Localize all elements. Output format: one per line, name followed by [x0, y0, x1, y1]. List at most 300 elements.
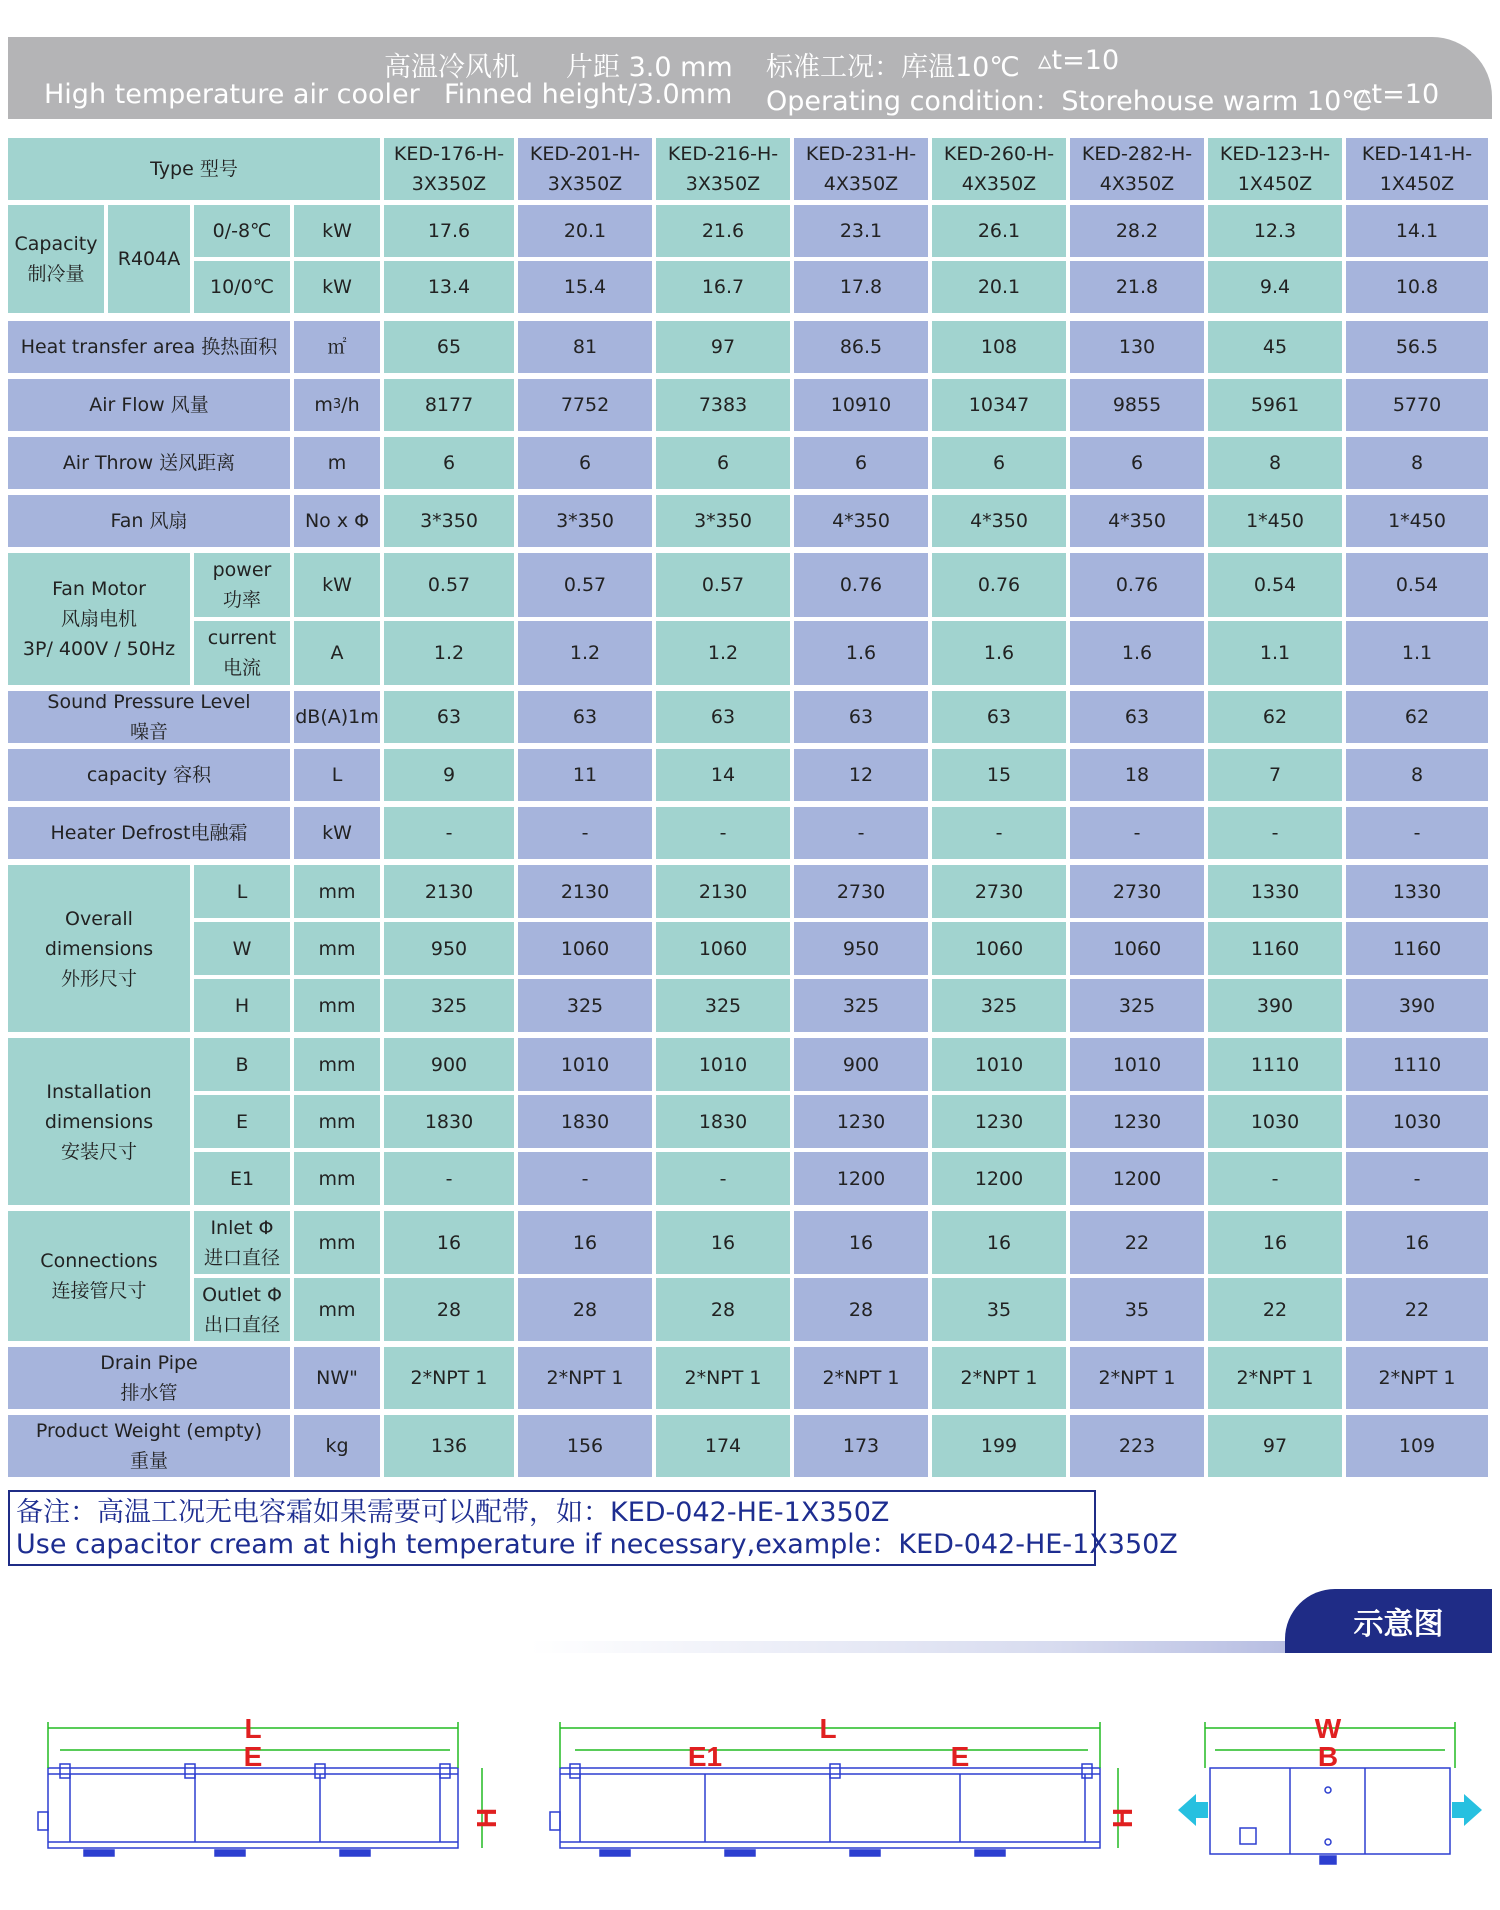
- heat-area-value: [656, 321, 790, 373]
- fan-value: [1208, 495, 1342, 547]
- fan-motor-value-text: 1.1: [1401, 642, 1433, 664]
- model-header: [1070, 138, 1204, 200]
- weight-value: [932, 1415, 1066, 1477]
- install-value-text: 1010: [698, 1053, 748, 1076]
- fan-motor-label: [8, 553, 190, 685]
- install-value: [518, 1095, 652, 1148]
- drain-value-text: 2*NPT 1: [822, 1367, 900, 1389]
- drain-label-text: Drain Pipe: [100, 1352, 198, 1374]
- defrost-value: [794, 807, 928, 859]
- air-throw-value-text: 6: [854, 452, 868, 474]
- fan-motor-label-text: 风扇电机: [60, 608, 137, 630]
- capacity-value: [518, 261, 652, 313]
- fan-value-text: 3*350: [694, 510, 752, 532]
- weight-value: [1346, 1415, 1488, 1477]
- connections-sub-text: 出口直径: [203, 1313, 280, 1336]
- air-flow-value-text: 10910: [830, 394, 892, 416]
- connections-value-text: 22: [1124, 1231, 1150, 1254]
- capacity-value-text: 15.4: [563, 276, 607, 298]
- capacity-value-text: 13.4: [427, 276, 471, 298]
- defrost-value: [384, 807, 514, 859]
- install-value-text: 1230: [974, 1110, 1024, 1133]
- overall-value-text: 2730: [836, 880, 886, 903]
- dim-label-B: B: [1317, 1741, 1339, 1772]
- fan-motor-sub: [194, 553, 290, 617]
- install-sub: [194, 1038, 290, 1091]
- install-unit-text: mm: [318, 1110, 356, 1133]
- air-flow-value: [656, 379, 790, 431]
- defrost-value-text: -: [1133, 822, 1141, 844]
- fan-motor-label-text: Fan Motor: [52, 578, 146, 600]
- heat-area-unit-text: ㎡: [327, 336, 347, 358]
- overall-value: [1346, 922, 1488, 975]
- model-header-text: 1X450Z: [1379, 173, 1455, 195]
- drain-value: [518, 1347, 652, 1409]
- overall-value-text: 390: [1398, 994, 1436, 1017]
- air-flow-unit: [294, 379, 380, 431]
- overall-value: [1208, 979, 1342, 1032]
- overall-value: [518, 922, 652, 975]
- model-header: [794, 138, 928, 200]
- defrost-value-text: -: [995, 822, 1003, 844]
- connections-value-text: 22: [1404, 1298, 1430, 1321]
- air-throw-value-text: 6: [716, 452, 730, 474]
- install-value: [794, 1152, 928, 1205]
- overall-value-text: 2130: [424, 880, 474, 903]
- overall-value: [1208, 922, 1342, 975]
- install-value-text: 1010: [974, 1053, 1024, 1076]
- heat-area-label-text: Heat transfer area 换热面积: [20, 336, 278, 358]
- air-flow-value-text: 7383: [698, 394, 748, 416]
- sound-value: [384, 691, 514, 743]
- fan-value-text: 1*450: [1388, 510, 1446, 532]
- fan-motor-label-text: 3P/ 400V / 50Hz: [22, 638, 176, 660]
- install-value-text: 1010: [560, 1053, 610, 1076]
- connections-unit: [294, 1211, 380, 1274]
- weight-value: [794, 1415, 928, 1477]
- overall-unit-text: mm: [318, 937, 356, 960]
- capacity-value-text: 12.3: [1253, 220, 1297, 242]
- heat-area-value-text: 56.5: [1395, 336, 1439, 358]
- type-label: [8, 138, 380, 200]
- note-cn: 备注：高温工况无电容霜如果需要可以配带，如：KED-042-HE-1X350Z: [16, 1497, 890, 1528]
- overall-value: [1346, 865, 1488, 918]
- install-value-text: -: [1413, 1167, 1421, 1190]
- connections-value: [1346, 1211, 1488, 1274]
- volume-value-text: 15: [986, 764, 1012, 786]
- sound-label-text: 噪音: [129, 721, 168, 743]
- volume-value: [384, 749, 514, 801]
- install-value-text: 1110: [1250, 1053, 1300, 1076]
- capacity-value-text: 10.8: [1395, 276, 1439, 298]
- volume-value: [518, 749, 652, 801]
- volume-value-text: 8: [1410, 764, 1424, 786]
- overall-value-text: 325: [1118, 994, 1156, 1017]
- connections-value-text: 16: [710, 1231, 736, 1254]
- model-header-text: KED-141-H-: [1361, 143, 1473, 165]
- volume-unit: [294, 749, 380, 801]
- banner-dt-cn: ▵t=10: [1038, 45, 1120, 76]
- overall-value-text: 2730: [1112, 880, 1162, 903]
- volume-label: [8, 749, 290, 801]
- weight-label-text: 重量: [129, 1450, 168, 1472]
- model-header-text: 3X350Z: [685, 173, 761, 195]
- heat-area-value: [518, 321, 652, 373]
- connections-value-text: 22: [1262, 1298, 1288, 1321]
- connections-sub: [194, 1278, 290, 1341]
- fan-motor-value: [656, 553, 790, 617]
- overall-label-text: Overall: [65, 907, 133, 930]
- defrost-value-text: -: [719, 822, 727, 844]
- air-flow-value: [1346, 379, 1488, 431]
- overall-sub: [194, 865, 290, 918]
- defrost-label: [8, 807, 290, 859]
- connections-value: [656, 1211, 790, 1274]
- sound-label: [8, 691, 290, 743]
- overall-sub-text: H: [234, 994, 250, 1017]
- heat-area-value-text: 45: [1262, 336, 1288, 358]
- overall-value-text: 2130: [560, 880, 610, 903]
- sound-value-text: 63: [848, 706, 874, 728]
- capacity-unit: [294, 205, 380, 257]
- capacity-value: [1070, 205, 1204, 257]
- weight-value-text: 199: [980, 1435, 1018, 1457]
- weight-value-text: 136: [430, 1435, 468, 1457]
- air-throw-value: [1208, 437, 1342, 489]
- fan-motor-value-text: 1.2: [707, 642, 739, 664]
- connections-value-text: 16: [436, 1231, 462, 1254]
- volume-value-text: 18: [1124, 764, 1150, 786]
- sound-value: [518, 691, 652, 743]
- model-header: [518, 138, 652, 200]
- connections-value-text: 35: [986, 1298, 1012, 1321]
- capacity-value-text: 28.2: [1115, 220, 1159, 242]
- connections-unit-text: mm: [318, 1298, 356, 1321]
- model-header-text: 4X350Z: [961, 173, 1037, 195]
- drain-value-text: 2*NPT 1: [1098, 1367, 1176, 1389]
- fan-motor-value-text: 1.2: [433, 642, 465, 664]
- air-throw-value: [932, 437, 1066, 489]
- capacity-value: [384, 205, 514, 257]
- note-en: Use capacitor cream at high temperature if necessary,example：KED-042-HE-1X350Z: [16, 1529, 1178, 1560]
- air-flow-label: [8, 379, 290, 431]
- connections-value-text: 28: [436, 1298, 462, 1321]
- fan-motor-value-text: 0.54: [1253, 574, 1297, 596]
- model-header-text: KED-282-H-: [1081, 143, 1193, 165]
- side-view-4fan: [550, 1764, 1100, 1856]
- install-value-text: 1200: [1112, 1167, 1162, 1190]
- overall-value: [1070, 865, 1204, 918]
- volume-label-text: capacity 容积: [86, 764, 212, 786]
- drain-value-text: 2*NPT 1: [684, 1367, 762, 1389]
- end-view: [1210, 1768, 1450, 1864]
- install-value-text: 1830: [698, 1110, 748, 1133]
- overall-unit-text: mm: [318, 994, 356, 1017]
- fan-motor-sub: [194, 621, 290, 685]
- install-value: [794, 1038, 928, 1091]
- defrost-value-text: -: [445, 822, 453, 844]
- fan-motor-value-text: 0.76: [1115, 574, 1159, 596]
- defrost-value-text: -: [1271, 822, 1279, 844]
- fan-motor-value: [794, 553, 928, 617]
- weight-value: [518, 1415, 652, 1477]
- fan-motor-unit: [294, 621, 380, 685]
- overall-unit: [294, 922, 380, 975]
- connections-value: [518, 1211, 652, 1274]
- overall-sub-text: L: [236, 880, 248, 903]
- sound-value: [1346, 691, 1488, 743]
- air-flow-unit-tail: /h: [341, 394, 360, 416]
- fan-value: [384, 495, 514, 547]
- overall-value-text: 325: [980, 994, 1018, 1017]
- air-flow-value-text: 10347: [968, 394, 1030, 416]
- connections-value: [794, 1211, 928, 1274]
- capacity-value-text: 9.4: [1259, 276, 1291, 298]
- weight-value: [384, 1415, 514, 1477]
- overall-unit-text: mm: [318, 880, 356, 903]
- fan-motor-value: [518, 621, 652, 685]
- fan-motor-value: [384, 621, 514, 685]
- fan-value: [1346, 495, 1488, 547]
- air-flow-value-text: 7752: [560, 394, 610, 416]
- dim-label-H1: H: [471, 1807, 502, 1829]
- banner-fin-en: Finned height/3.0mm: [444, 79, 733, 110]
- weight-value-text: 174: [704, 1435, 742, 1457]
- fan-motor-value: [1070, 621, 1204, 685]
- airflow-right-arrow-icon: [1452, 1794, 1482, 1826]
- fan-motor-sub-text: current: [207, 627, 277, 649]
- heat-area-value: [794, 321, 928, 373]
- air-throw-value: [656, 437, 790, 489]
- drain-label: [8, 1347, 290, 1409]
- note-box: [8, 1490, 1178, 1566]
- heat-area-unit: [294, 321, 380, 373]
- fan-motor-value-text: 0.54: [1395, 574, 1439, 596]
- connections-value-text: 16: [1262, 1231, 1288, 1254]
- air-throw-value: [518, 437, 652, 489]
- drain-value-text: 2*NPT 1: [1378, 1367, 1456, 1389]
- air-flow-value: [794, 379, 928, 431]
- overall-value: [794, 865, 928, 918]
- connections-label: [8, 1211, 190, 1341]
- air-throw-label: [8, 437, 290, 489]
- connections-value: [384, 1211, 514, 1274]
- model-header-text: 3X350Z: [411, 173, 487, 195]
- defrost-value: [1208, 807, 1342, 859]
- volume-value: [794, 749, 928, 801]
- air-flow-unit-sup: 3: [332, 397, 342, 412]
- install-value: [1208, 1152, 1342, 1205]
- install-sub-text: B: [235, 1053, 249, 1076]
- fan-value-text: 4*350: [832, 510, 890, 532]
- overall-value: [1346, 979, 1488, 1032]
- capacity-value-text: 23.1: [839, 220, 883, 242]
- weight-label-text: Product Weight (empty): [35, 1420, 263, 1442]
- heat-area-value: [1208, 321, 1342, 373]
- air-throw-value: [794, 437, 928, 489]
- capacity-value-text: 14.1: [1395, 220, 1439, 242]
- connections-value-text: 16: [848, 1231, 874, 1254]
- connections-sub-text: Inlet Φ: [210, 1216, 274, 1239]
- model-header-text: KED-123-H-: [1219, 143, 1331, 165]
- install-unit-text: mm: [318, 1167, 356, 1190]
- connections-value-text: 35: [1124, 1298, 1150, 1321]
- overall-label-text: dimensions: [44, 937, 154, 960]
- sound-value-text: 63: [436, 706, 462, 728]
- fan-motor-value: [384, 553, 514, 617]
- connections-value: [1208, 1278, 1342, 1341]
- air-throw-unit: [294, 437, 380, 489]
- defrost-unit-text: kW: [322, 822, 352, 844]
- fan-motor-value: [656, 621, 790, 685]
- install-value-text: -: [1271, 1167, 1279, 1190]
- volume-value: [656, 749, 790, 801]
- install-value-text: 1230: [1112, 1110, 1162, 1133]
- volume-value-text: 12: [848, 764, 874, 786]
- volume-value-text: 9: [442, 764, 456, 786]
- weight-value-text: 223: [1118, 1435, 1156, 1457]
- install-value: [1208, 1038, 1342, 1091]
- sound-unit-text: dB(A)1m: [295, 706, 379, 728]
- overall-value: [1070, 922, 1204, 975]
- capacity-value: [1070, 261, 1204, 313]
- fan-motor-sub-text: 功率: [222, 589, 261, 611]
- overall-value: [794, 979, 928, 1032]
- install-value: [1070, 1095, 1204, 1148]
- install-value: [1070, 1038, 1204, 1091]
- connections-value-text: 16: [572, 1231, 598, 1254]
- defrost-value-text: -: [857, 822, 865, 844]
- overall-value-text: 950: [430, 937, 468, 960]
- banner-condition-cn: 标准工况：库温10℃: [766, 52, 1020, 83]
- weight-value-text: 109: [1398, 1435, 1436, 1457]
- install-sub: [194, 1152, 290, 1205]
- connections-value: [932, 1278, 1066, 1341]
- capacity-value-text: 17.6: [427, 220, 471, 242]
- install-value: [656, 1038, 790, 1091]
- heat-area-value: [1346, 321, 1488, 373]
- connections-value-text: 28: [572, 1298, 598, 1321]
- type-label-text: Type 型号: [150, 158, 238, 180]
- overall-value: [932, 865, 1066, 918]
- overall-value: [384, 979, 514, 1032]
- overall-value-text: 1160: [1392, 937, 1442, 960]
- overall-value-text: 1060: [974, 937, 1024, 960]
- drain-value: [1070, 1347, 1204, 1409]
- install-value-text: 900: [430, 1053, 468, 1076]
- capacity-condition: [194, 205, 290, 257]
- install-sub-text: E: [235, 1110, 248, 1133]
- capacity-value: [656, 205, 790, 257]
- connections-value-text: 28: [710, 1298, 736, 1321]
- sound-value: [794, 691, 928, 743]
- overall-value-text: 1330: [1250, 880, 1300, 903]
- banner-condition-en: Operating condition：Storehouse warm 10℃: [766, 86, 1372, 117]
- capacity-label-text: 制冷量: [27, 263, 85, 285]
- capacity-label: [8, 205, 104, 313]
- connections-sub: [194, 1211, 290, 1274]
- install-unit-text: mm: [318, 1053, 356, 1076]
- capacity-value-text: 26.1: [977, 220, 1021, 242]
- fan-motor-value: [932, 621, 1066, 685]
- fan-motor-value-text: 0.76: [977, 574, 1021, 596]
- air-throw-unit-text: m: [327, 452, 347, 474]
- air-flow-value: [932, 379, 1066, 431]
- overall-value: [1070, 979, 1204, 1032]
- fan-motor-value: [1208, 553, 1342, 617]
- overall-value-text: 1060: [698, 937, 748, 960]
- header-banner: [8, 37, 1492, 119]
- sound-value-text: 63: [1124, 706, 1150, 728]
- capacity-value: [1346, 205, 1488, 257]
- overall-value-text: 1330: [1392, 880, 1442, 903]
- fan-value: [518, 495, 652, 547]
- connections-value: [656, 1278, 790, 1341]
- connections-unit: [294, 1278, 380, 1341]
- drain-value: [384, 1347, 514, 1409]
- fan-unit-text: No x Φ: [304, 510, 370, 532]
- volume-unit-text: L: [331, 764, 343, 786]
- fan-motor-unit-text: kW: [322, 574, 352, 596]
- capacity-value: [518, 205, 652, 257]
- fan-motor-value-text: 0.57: [563, 574, 607, 596]
- install-value: [384, 1152, 514, 1205]
- fan-motor-value-text: 1.1: [1259, 642, 1291, 664]
- model-header-text: KED-231-H-: [805, 143, 917, 165]
- capacity-condition: [194, 261, 290, 313]
- fan-motor-value: [1346, 621, 1488, 685]
- capacity-value-text: 21.6: [701, 220, 745, 242]
- install-value-text: -: [445, 1167, 453, 1190]
- overall-value-text: 1060: [1112, 937, 1162, 960]
- fan-value: [794, 495, 928, 547]
- install-value-text: -: [581, 1167, 589, 1190]
- capacity-value: [794, 205, 928, 257]
- model-header-text: 4X350Z: [823, 173, 899, 195]
- overall-sub: [194, 922, 290, 975]
- defrost-value: [518, 807, 652, 859]
- capacity-unit: [294, 261, 380, 313]
- sound-value: [1070, 691, 1204, 743]
- sound-value-text: 63: [572, 706, 598, 728]
- install-label-text: dimensions: [44, 1110, 154, 1133]
- capacity-value-text: 17.8: [839, 276, 883, 298]
- fan-motor-value-text: 0.57: [701, 574, 745, 596]
- drain-value: [656, 1347, 790, 1409]
- volume-value: [932, 749, 1066, 801]
- defrost-value-text: -: [1413, 822, 1421, 844]
- air-throw-value: [384, 437, 514, 489]
- overall-label-text: 外形尺寸: [60, 967, 137, 990]
- install-value: [1070, 1152, 1204, 1205]
- diagram-title: 示意图: [1285, 1589, 1492, 1653]
- drain-label-text: 排水管: [120, 1382, 178, 1404]
- refrigerant-label-text: R404A: [117, 248, 181, 270]
- dim-label-L1: L: [244, 1713, 262, 1744]
- volume-value: [1208, 749, 1342, 801]
- fan-motor-value: [1208, 621, 1342, 685]
- overall-value: [384, 922, 514, 975]
- sound-value-text: 62: [1262, 706, 1288, 728]
- drain-value-text: 2*NPT 1: [546, 1367, 624, 1389]
- sound-label-text: Sound Pressure Level: [47, 691, 251, 713]
- fan-motor-value-text: 1.6: [1121, 642, 1153, 664]
- overall-value: [518, 979, 652, 1032]
- drain-value: [932, 1347, 1066, 1409]
- defrost-value: [656, 807, 790, 859]
- overall-value: [656, 922, 790, 975]
- fan-value: [932, 495, 1066, 547]
